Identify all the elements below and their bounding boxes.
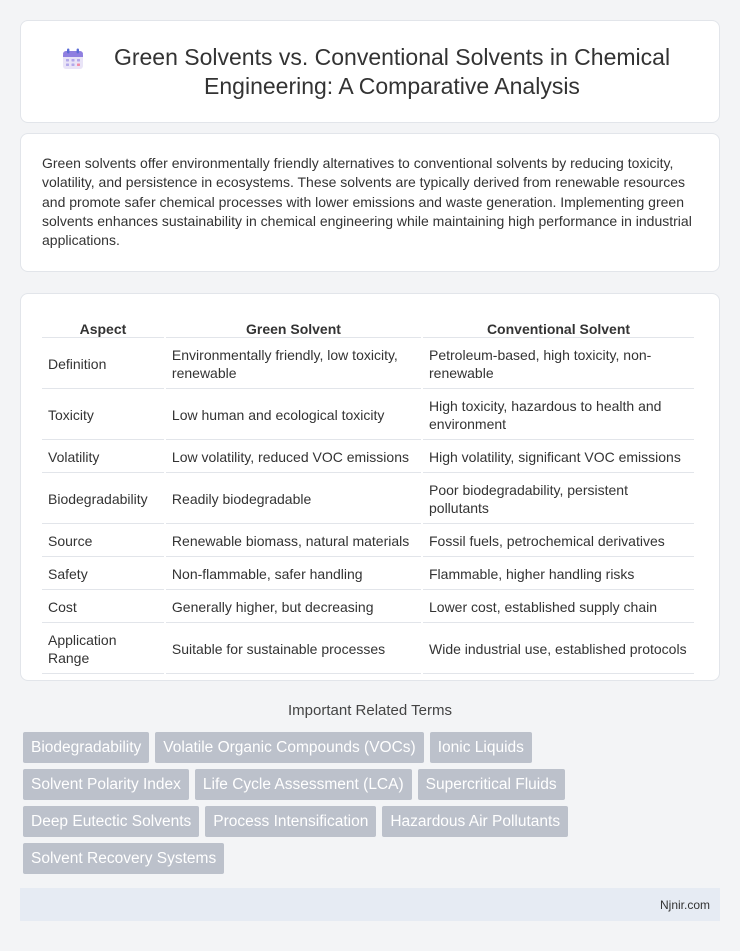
cell-conventional: Fossil fuels, petrochemical derivatives (423, 526, 694, 557)
table-header-row (42, 314, 694, 338)
table-row (42, 559, 694, 590)
cell-conventional: High volatility, significant VOC emissions (423, 442, 694, 473)
header-conventional-solvent: Conventional Solvent (423, 314, 694, 338)
page-title: Green Solvents vs. Conventional Solvents in Chemical Engineering: A Comparative Analysis (113, 43, 671, 99)
tag-life-cycle-assessment[interactable]: Life Cycle Assessment (LCA) (195, 769, 412, 800)
cell-conventional: Flammable, higher handling risks (423, 559, 694, 590)
cell-aspect: Definition (42, 340, 164, 389)
tag-deep-eutectic-solvents[interactable]: Deep Eutectic Solvents (23, 806, 199, 837)
cell-conventional: Poor biodegradability, persistent pollutants (423, 475, 694, 524)
related-terms-title: Important Related Terms (288, 702, 452, 719)
cell-conventional: High toxicity, hazardous to health and environment (423, 391, 694, 440)
table-row (42, 391, 694, 440)
related-terms-list (20, 732, 640, 880)
title-wrap (61, 43, 679, 101)
intro-card (20, 133, 720, 272)
footer (20, 888, 720, 921)
tag-process-intensification[interactable]: Process Intensification (205, 806, 376, 837)
calendar-icon (61, 47, 85, 71)
tag-solvent-recovery-systems[interactable]: Solvent Recovery Systems (23, 843, 224, 874)
table-row (42, 592, 694, 623)
table-row (42, 526, 694, 557)
cell-conventional: Petroleum-based, high toxicity, non-renewable (423, 340, 694, 389)
table-row (42, 475, 694, 524)
cell-aspect: Volatility (42, 442, 164, 473)
cell-conventional: Wide industrial use, established protocols (423, 625, 694, 674)
cell-green: Low volatility, reduced VOC emissions (166, 442, 421, 473)
cell-green: Generally higher, but decreasing (166, 592, 421, 623)
tag-hazardous-air-pollutants[interactable]: Hazardous Air Pollutants (382, 806, 568, 837)
table-row (42, 625, 694, 674)
cell-green: Non-flammable, safer handling (166, 559, 421, 590)
cell-aspect: Cost (42, 592, 164, 623)
intro-paragraph: Green solvents offer environmentally friendly alternatives to conventional solvents by reducing toxicity, volatility, and persistence in ecosystems. These solvents are typically derived from renewable resources and promote safer chemical processes with lower emissions and waste generation. Implementing green solvents enhances sustainability in chemical engineering while maintaining high performance in industrial applications. (42, 155, 692, 249)
cell-green: Low human and ecological toxicity (166, 391, 421, 440)
cell-green: Renewable biomass, natural materials (166, 526, 421, 557)
tag-ionic-liquids[interactable]: Ionic Liquids (430, 732, 532, 763)
comparison-table (40, 312, 696, 676)
header-aspect: Aspect (42, 314, 164, 338)
cell-conventional: Lower cost, established supply chain (423, 592, 694, 623)
tag-solvent-polarity-index[interactable]: Solvent Polarity Index (23, 769, 189, 800)
tag-volatile-organic-compounds[interactable]: Volatile Organic Compounds (VOCs) (155, 732, 423, 763)
header-green-solvent: Green Solvent (166, 314, 421, 338)
cell-aspect: Toxicity (42, 391, 164, 440)
cell-aspect: Safety (42, 559, 164, 590)
comparison-card (20, 293, 720, 681)
title-card (20, 20, 720, 123)
cell-aspect: Source (42, 526, 164, 557)
cell-aspect: Biodegradability (42, 475, 164, 524)
tag-biodegradability[interactable]: Biodegradability (23, 732, 149, 763)
cell-green: Suitable for sustainable processes (166, 625, 421, 674)
tag-supercritical-fluids[interactable]: Supercritical Fluids (418, 769, 565, 800)
table-row (42, 442, 694, 473)
table-row (42, 340, 694, 389)
cell-green: Environmentally friendly, low toxicity, renewable (166, 340, 421, 389)
footer-site-name[interactable]: Njnir.com (659, 897, 710, 912)
cell-green: Readily biodegradable (166, 475, 421, 524)
cell-aspect: Application Range (42, 625, 164, 674)
